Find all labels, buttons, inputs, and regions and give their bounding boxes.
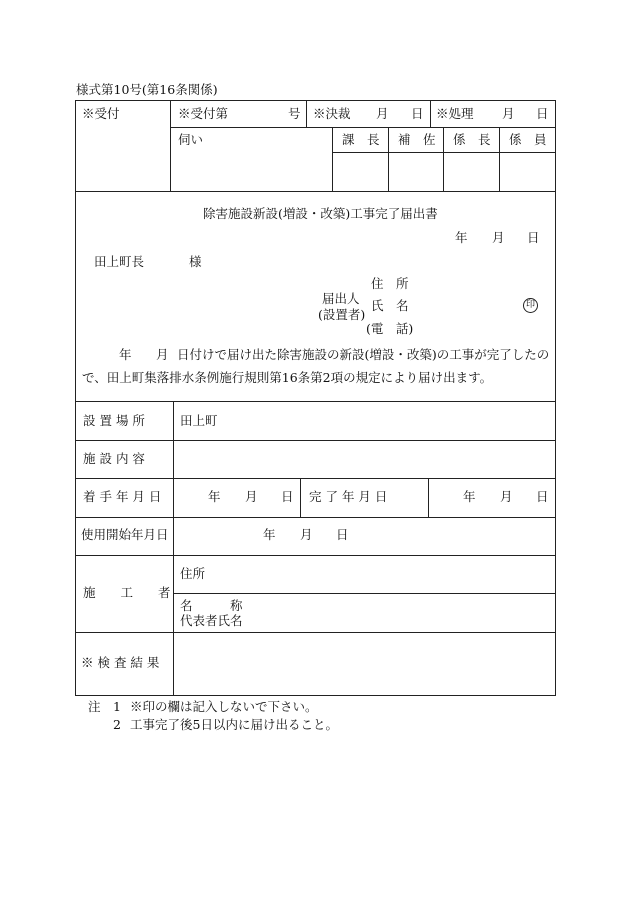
contractor-address-label: 住所 — [180, 566, 206, 581]
approver-subsection-chief: 係 長 — [453, 132, 491, 147]
completion-month: 月 — [500, 489, 513, 504]
content-label: 施 設 内 容 — [83, 451, 145, 466]
usage-day: 日 — [336, 527, 349, 542]
applicant-sub-label: (設置者) — [318, 307, 366, 322]
decision-day: 日 — [411, 106, 424, 121]
notes-prefix: 注 — [88, 699, 101, 714]
date-year: 年 — [455, 230, 468, 245]
completion-date-label: 完 了 年 月 日 — [309, 489, 388, 504]
location-value: 田上町 — [180, 413, 218, 428]
addressee: 田上町長 — [94, 254, 145, 269]
seal-mark: 印 — [523, 298, 538, 313]
usage-year: 年 — [263, 527, 276, 542]
start-date-label: 着 手 年 月 日 — [83, 489, 162, 504]
process-month: 月 — [502, 106, 515, 121]
contractor-label: 施 工 者 — [83, 585, 171, 600]
phone-label: (電 話) — [366, 321, 414, 336]
statement-year: 年 — [119, 347, 132, 362]
receipt-number-label: ※受付第 — [178, 106, 229, 121]
location-label: 設 置 場 所 — [83, 413, 145, 428]
inspection-result-label: ※ 検 査 結 果 — [81, 655, 160, 670]
statement-line-2: で、田上町集落排水条例施行規則第16条第2項の規定により届け出ます。 — [82, 370, 493, 385]
honorific: 様 — [189, 254, 202, 269]
completion-year: 年 — [463, 489, 476, 504]
receipt-label: ※受付 — [82, 106, 120, 121]
process-label: ※処理 — [436, 106, 474, 121]
start-day: 日 — [281, 489, 294, 504]
contractor-name-label: 名 称 — [180, 598, 243, 613]
receipt-number-suffix: 号 — [288, 106, 301, 121]
date-month: 月 — [492, 230, 505, 245]
form-id: 様式第10号(第16条関係) — [76, 82, 218, 97]
date-day: 日 — [527, 230, 540, 245]
completion-day: 日 — [536, 489, 549, 504]
note-1-text: ※印の欄は記入しないで下さい。 — [130, 699, 318, 714]
usage-month: 月 — [300, 527, 313, 542]
inquiry-label: 伺い — [178, 132, 204, 147]
approver-staff: 係 員 — [509, 132, 547, 147]
note-2-text: 工事完了後5日以内に届け出ること。 — [130, 717, 338, 732]
note-2-number: 2 — [113, 717, 121, 732]
approver-section-chief: 課 長 — [342, 132, 380, 147]
approver-assistant: 補 佐 — [398, 132, 436, 147]
start-month: 月 — [245, 489, 258, 504]
contractor-rep-label: 代表者氏名 — [180, 613, 243, 628]
decision-label: ※決裁 — [313, 106, 351, 121]
statement-line-1: 日付けで届け出た除害施設の新設(増設・改築)の工事が完了したの — [177, 347, 550, 362]
applicant-label: 届出人 — [322, 291, 360, 306]
name-label: 氏 名 — [371, 298, 409, 313]
decision-month: 月 — [376, 106, 389, 121]
process-day: 日 — [536, 106, 549, 121]
start-year: 年 — [208, 489, 221, 504]
note-1-number: 1 — [113, 699, 121, 714]
document-title: 除害施設新設(増設・改築)工事完了届出書 — [203, 206, 438, 221]
address-label: 住 所 — [371, 276, 409, 291]
usage-start-label: 使用開始年月日 — [81, 527, 169, 542]
statement-month: 月 — [156, 347, 169, 362]
